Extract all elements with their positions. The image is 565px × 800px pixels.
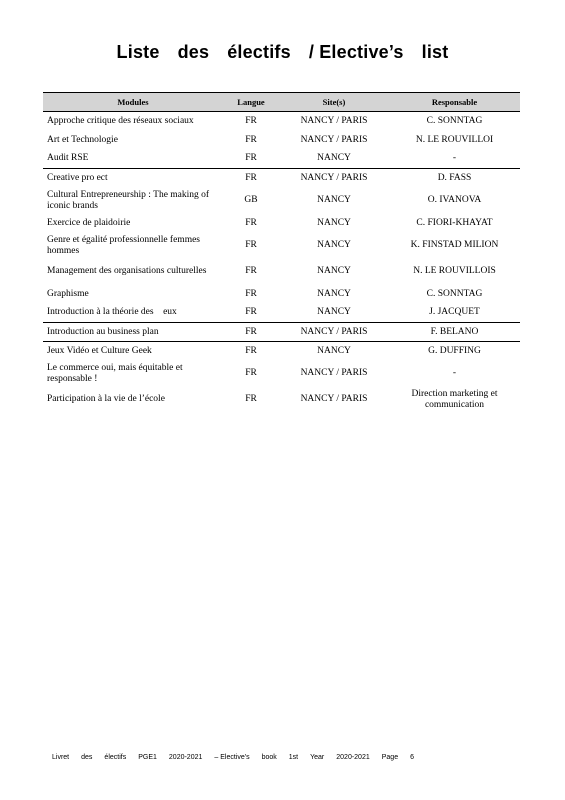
site-cell: NANCY [317,266,351,276]
responsible-cell: - [452,153,457,164]
language-cell: FR [223,323,279,342]
responsible-cell: - [452,368,457,378]
table-row [43,259,520,285]
footer-text: 2020-2021 [168,754,203,761]
site-cell: NANCY / PARIS [300,134,368,145]
responsible-cell: F. BELANO [389,323,520,342]
responsible-cell: C. FIORI-KHAYAT [416,217,493,228]
language-cell: FR [245,153,257,164]
table-header-row [43,93,520,112]
table-row [43,112,520,131]
module-cell: Participation à la vie de l’école [47,394,165,404]
site-cell: NANCY [317,195,351,205]
column-header-sites: Site(s) [279,93,389,112]
module-cell: Introduction au business plan [43,323,223,342]
module-cell: Le commerce oui, mais équitable et responsable ! [47,362,183,384]
site-cell: NANCY / PARIS [279,169,389,188]
module-cell: Art et Technologie [47,134,118,145]
footer-text: 2020-2021 [336,754,370,761]
module-cell: Approche critique des réseaux sociaux [47,115,194,126]
language-cell: FR [245,115,257,126]
table-row [43,233,520,259]
language-cell: FR [245,394,257,404]
table-row [43,150,520,169]
footer-text: des [81,754,93,761]
footer-text: électifs [104,754,127,761]
module-cell: Introduction à la théorie des eux [47,307,177,318]
language-cell: FR [245,240,257,250]
title-word: Liste [116,42,160,62]
language-cell: FR [223,169,279,188]
footer-page-number: 6 [410,754,415,761]
responsible-cell: N. LE ROUVILLOIS [413,266,496,276]
title-word: des [177,42,210,62]
title-word: électifs [227,42,291,62]
site-cell: NANCY / PARIS [279,323,389,342]
footer-text: Year [310,754,325,761]
responsible-cell: G. DUFFING [389,342,520,361]
module-cell: Audit RSE [47,153,89,164]
responsible-cell: Direction marketing et communication [411,388,498,410]
site-cell: NANCY / PARIS [300,368,368,378]
footer-page-label: Page [381,754,399,761]
site-cell: NANCY [279,342,389,361]
responsible-cell: K. FINSTAD MILION [410,240,499,250]
footer-text: 1st [288,754,299,761]
footer-text: – Elective's [214,754,250,761]
language-cell: FR [245,134,257,145]
module-cell: Management des organisations culturelles [47,266,207,276]
site-cell: NANCY [317,307,351,318]
footer-text: Livret [52,754,70,761]
responsible-cell: C. SONNTAG [426,288,483,299]
site-cell: NANCY [317,288,351,299]
responsible-cell: N. LE ROUVILLOI [415,134,494,145]
footer-text: PGE1 [138,754,157,761]
table-row [43,304,520,323]
electives-table [43,92,520,413]
column-header-responsable: Responsable [389,93,520,112]
site-cell: NANCY [317,153,351,164]
table-row [43,323,520,342]
responsible-cell: D. FASS [389,169,520,188]
title-word: list [421,42,449,62]
site-cell: NANCY / PARIS [300,115,368,126]
site-cell: NANCY / PARIS [300,394,368,404]
table-row [43,214,520,233]
page-footer [52,754,426,761]
language-cell: FR [245,368,257,378]
table-row [43,342,520,361]
module-cell: Creative pro ect [43,169,223,188]
table-row [43,387,520,413]
language-cell: FR [245,217,257,228]
module-cell: Jeux Vidéo et Culture Geek [43,342,223,361]
module-cell: Graphisme [47,288,89,299]
module-cell: Cultural Entrepreneurship : The making of iconic brands [47,189,210,211]
table-row [43,188,520,214]
table-row [43,361,520,387]
responsible-cell: J. JACQUET [429,307,480,318]
column-header-langue: Langue [223,93,279,112]
language-cell: GB [244,195,258,205]
table-row [43,285,520,304]
language-cell: FR [245,288,257,299]
site-cell: NANCY [317,240,351,250]
module-cell: Genre et égalité professionnelle femmes hommes [47,234,200,256]
title-word: / Elective’s [308,42,404,62]
responsible-cell: O. IVANOVA [427,195,482,205]
language-cell: FR [245,266,257,276]
page-title [0,42,565,63]
responsible-cell: C. SONNTAG [426,115,483,126]
table-row [43,169,520,188]
module-cell: Exercice de plaidoirie [47,217,131,228]
language-cell: FR [223,342,279,361]
column-header-modules: Modules [43,93,223,112]
footer-text: book [261,754,277,761]
table-row [43,131,520,150]
site-cell: NANCY [317,217,351,228]
language-cell: FR [245,307,257,318]
